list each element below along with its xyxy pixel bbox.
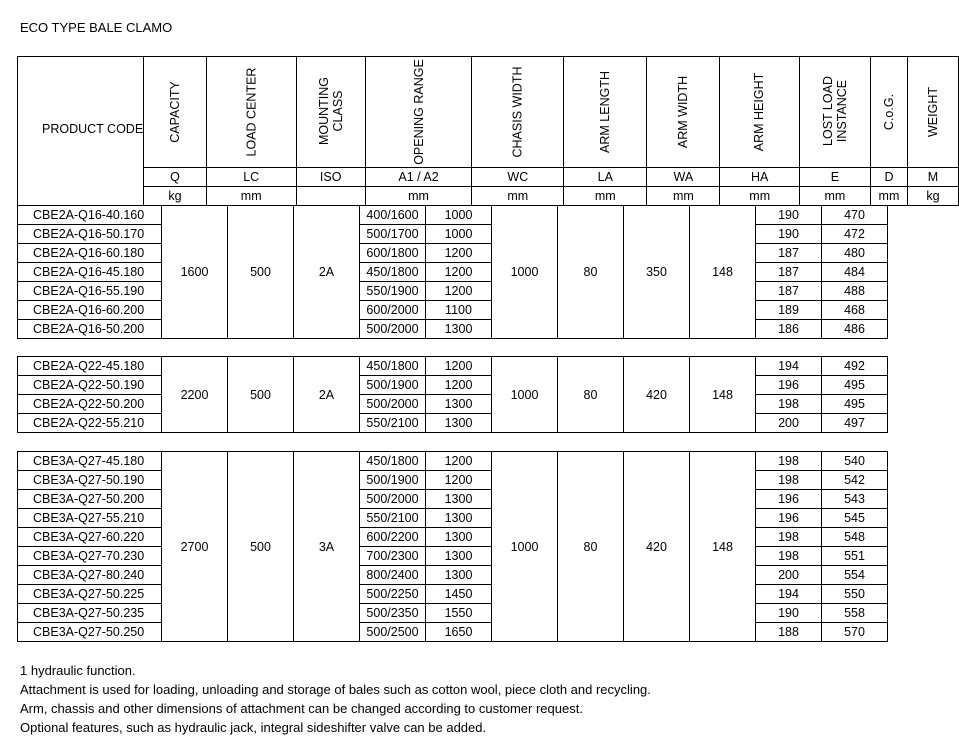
product-code-cell: CBE2A-Q16-50.170: [18, 225, 162, 244]
opening-range-cell: 500/2350: [360, 604, 426, 623]
table-row: [18, 452, 888, 471]
weight-cell: 550: [822, 585, 888, 604]
weight-cell: 495: [822, 376, 888, 395]
table-row: [18, 376, 888, 395]
arm-length-cell: 1000: [492, 206, 558, 339]
column-unit-opening_range: mm: [365, 187, 472, 206]
load-center-cell: 500: [228, 357, 294, 433]
cog-cell: 194: [756, 585, 822, 604]
opening-range-cell: 500/2000: [360, 395, 426, 414]
column-unit-capacity: kg: [144, 187, 207, 206]
cog-cell: 186: [756, 320, 822, 339]
chasis-width-cell: 1300: [426, 320, 492, 339]
column-symbol-cog: D: [870, 168, 907, 187]
table-row: [18, 414, 888, 433]
cog-cell: 194: [756, 357, 822, 376]
column-unit-chasis_width: mm: [472, 187, 564, 206]
mounting-class-cell: 3A: [294, 452, 360, 642]
product-code-cell: CBE3A-Q27-55.210: [18, 509, 162, 528]
opening-range-cell: 500/2250: [360, 585, 426, 604]
column-symbol-lost_load_instance: E: [799, 168, 870, 187]
column-header-lost_load_instance: LOST LOAD INSTANCE: [799, 57, 870, 168]
chasis-width-cell: 1450: [426, 585, 492, 604]
opening-range-cell: 500/1700: [360, 225, 426, 244]
column-symbol-arm_width: WA: [647, 168, 720, 187]
product-code-cell: CBE3A-Q27-50.190: [18, 471, 162, 490]
column-header-chasis_width: CHASIS WIDTH: [472, 57, 564, 168]
opening-range-cell: 450/1800: [360, 263, 426, 282]
column-unit-arm_length: mm: [564, 187, 647, 206]
table-row: [18, 320, 888, 339]
cog-cell: 187: [756, 282, 822, 301]
table-row: [18, 225, 888, 244]
cog-cell: 200: [756, 414, 822, 433]
opening-range-cell: 550/2100: [360, 414, 426, 433]
opening-range-cell: 500/1900: [360, 471, 426, 490]
table-row: [18, 206, 888, 225]
chasis-width-cell: 1200: [426, 263, 492, 282]
capacity-cell: 1600: [162, 206, 228, 339]
chasis-width-cell: 1200: [426, 376, 492, 395]
column-unit-lost_load_instance: mm: [799, 187, 870, 206]
weight-cell: 488: [822, 282, 888, 301]
arm-height-cell: 350: [624, 206, 690, 339]
column-symbol-opening_range: A1 / A2: [365, 168, 472, 187]
product-code-cell: CBE3A-Q27-50.250: [18, 623, 162, 642]
cog-cell: 198: [756, 547, 822, 566]
column-header-mounting_class: MOUNTING CLASS: [296, 57, 365, 168]
cog-cell: 198: [756, 471, 822, 490]
spec-table-group-q27: [17, 451, 888, 642]
chasis-width-cell: 1550: [426, 604, 492, 623]
table-row: [18, 263, 888, 282]
product-code-cell: CBE2A-Q22-50.190: [18, 376, 162, 395]
weight-cell: 468: [822, 301, 888, 320]
note-line: Optional features, such as hydraulic jack, integral sideshifter valve can be added.: [20, 720, 487, 735]
opening-range-cell: 700/2300: [360, 547, 426, 566]
column-symbol-arm_length: LA: [564, 168, 647, 187]
opening-range-cell: 550/1900: [360, 282, 426, 301]
opening-range-cell: 450/1800: [360, 357, 426, 376]
product-code-cell: CBE2A-Q16-50.200: [18, 320, 162, 339]
chasis-width-cell: 1200: [426, 471, 492, 490]
table-row: [18, 395, 888, 414]
chasis-width-cell: 1000: [426, 206, 492, 225]
column-unit-load_center: mm: [206, 187, 296, 206]
chasis-width-cell: 1100: [426, 301, 492, 320]
table-row: [18, 604, 888, 623]
table-row: [18, 566, 888, 585]
chasis-width-cell: 1650: [426, 623, 492, 642]
mounting-class-cell: 2A: [294, 206, 360, 339]
lost-load-instance-cell: 148: [690, 452, 756, 642]
capacity-cell: 2700: [162, 452, 228, 642]
cog-cell: 190: [756, 206, 822, 225]
chasis-width-cell: 1300: [426, 414, 492, 433]
opening-range-cell: 550/2100: [360, 509, 426, 528]
lost-load-instance-cell: 148: [690, 357, 756, 433]
product-code-cell: CBE2A-Q16-40.160: [18, 206, 162, 225]
chasis-width-cell: 1200: [426, 452, 492, 471]
capacity-cell: 2200: [162, 357, 228, 433]
table-row: [18, 244, 888, 263]
cog-cell: 190: [756, 604, 822, 623]
weight-cell: 558: [822, 604, 888, 623]
cog-cell: 187: [756, 263, 822, 282]
column-symbol-arm_height: HA: [720, 168, 799, 187]
column-header-load_center: LOAD CENTER: [206, 57, 296, 168]
column-header-cog: C.o.G.: [870, 57, 907, 168]
spec-table-group-q22: [17, 356, 888, 433]
weight-cell: 480: [822, 244, 888, 263]
chasis-width-cell: 1200: [426, 244, 492, 263]
column-header-arm_length: ARM LENGTH: [564, 57, 647, 168]
chasis-width-cell: 1200: [426, 282, 492, 301]
table-row: [18, 282, 888, 301]
product-code-cell: CBE2A-Q16-55.190: [18, 282, 162, 301]
column-unit-arm_height: mm: [720, 187, 799, 206]
opening-range-cell: 500/1900: [360, 376, 426, 395]
page-title: ECO TYPE BALE CLAMO: [20, 20, 173, 35]
note-line: Attachment is used for loading, unloading and storage of bales such as cotton wool, piece cloth and recycling.: [20, 682, 651, 697]
column-symbol-capacity: Q: [144, 168, 207, 187]
product-code-cell: CBE3A-Q27-50.200: [18, 490, 162, 509]
cog-cell: 196: [756, 490, 822, 509]
weight-cell: 554: [822, 566, 888, 585]
arm-width-cell: 80: [558, 206, 624, 339]
weight-cell: 543: [822, 490, 888, 509]
arm-width-cell: 80: [558, 357, 624, 433]
arm-height-cell: 420: [624, 357, 690, 433]
weight-cell: 486: [822, 320, 888, 339]
weight-cell: 542: [822, 471, 888, 490]
column-header-opening_range: OPENING RANGE: [365, 57, 472, 168]
cog-cell: 190: [756, 225, 822, 244]
cog-cell: 200: [756, 566, 822, 585]
column-header-weight: WEIGHT: [908, 57, 959, 168]
table-row: [18, 490, 888, 509]
opening-range-cell: 600/2200: [360, 528, 426, 547]
weight-cell: 497: [822, 414, 888, 433]
table-row: [18, 547, 888, 566]
opening-range-cell: 500/2000: [360, 320, 426, 339]
product-code-cell: CBE2A-Q16-45.180: [18, 263, 162, 282]
product-code-cell: CBE2A-Q22-45.180: [18, 357, 162, 376]
table-row: [18, 357, 888, 376]
product-code-cell: CBE3A-Q27-50.225: [18, 585, 162, 604]
chasis-width-cell: 1300: [426, 528, 492, 547]
weight-cell: 484: [822, 263, 888, 282]
cog-cell: 198: [756, 528, 822, 547]
table-row: [18, 623, 888, 642]
product-code-cell: CBE3A-Q27-70.230: [18, 547, 162, 566]
chasis-width-cell: 1300: [426, 547, 492, 566]
product-code-cell: CBE3A-Q27-50.235: [18, 604, 162, 623]
spec-table-group-q16: [17, 205, 888, 339]
weight-cell: 470: [822, 206, 888, 225]
opening-range-cell: 800/2400: [360, 566, 426, 585]
product-code-cell: CBE3A-Q27-60.220: [18, 528, 162, 547]
cog-cell: 188: [756, 623, 822, 642]
column-unit-arm_width: mm: [647, 187, 720, 206]
weight-cell: 540: [822, 452, 888, 471]
table-row: [18, 585, 888, 604]
column-header-capacity: CAPACITY: [144, 57, 207, 168]
product-code-cell: CBE3A-Q27-80.240: [18, 566, 162, 585]
weight-cell: 492: [822, 357, 888, 376]
column-header-arm_height: ARM HEIGHT: [720, 57, 799, 168]
table-row: [18, 509, 888, 528]
column-symbol-mounting_class: ISO: [296, 168, 365, 187]
load-center-cell: 500: [228, 452, 294, 642]
weight-cell: 495: [822, 395, 888, 414]
column-unit-weight: kg: [908, 187, 959, 206]
table-row: [18, 471, 888, 490]
product-code-cell: CBE3A-Q27-45.180: [18, 452, 162, 471]
notes: [20, 661, 651, 737]
opening-range-cell: 500/2000: [360, 490, 426, 509]
arm-length-cell: 1000: [492, 357, 558, 433]
product-code-cell: CBE2A-Q16-60.200: [18, 301, 162, 320]
product-code-cell: CBE2A-Q22-55.210: [18, 414, 162, 433]
cog-cell: 196: [756, 376, 822, 395]
opening-range-cell: 600/2000: [360, 301, 426, 320]
mounting-class-cell: 2A: [294, 357, 360, 433]
chasis-width-cell: 1000: [426, 225, 492, 244]
column-unit-mounting_class: [296, 187, 365, 206]
product-code-header: PRODUCT CODE: [18, 57, 144, 206]
load-center-cell: 500: [228, 206, 294, 339]
note-line: 1 hydraulic function.: [20, 663, 136, 678]
cog-cell: 189: [756, 301, 822, 320]
chasis-width-cell: 1300: [426, 566, 492, 585]
cog-cell: 187: [756, 244, 822, 263]
product-code-cell: CBE2A-Q22-50.200: [18, 395, 162, 414]
cog-cell: 198: [756, 452, 822, 471]
arm-height-cell: 420: [624, 452, 690, 642]
column-symbol-load_center: LC: [206, 168, 296, 187]
weight-cell: 570: [822, 623, 888, 642]
cog-cell: 198: [756, 395, 822, 414]
chasis-width-cell: 1200: [426, 357, 492, 376]
chasis-width-cell: 1300: [426, 509, 492, 528]
chasis-width-cell: 1300: [426, 490, 492, 509]
lost-load-instance-cell: 148: [690, 206, 756, 339]
spec-table-header: [17, 56, 959, 206]
opening-range-cell: 450/1800: [360, 452, 426, 471]
table-row: [18, 528, 888, 547]
opening-range-cell: 400/1600: [360, 206, 426, 225]
table-row: [18, 301, 888, 320]
column-unit-cog: mm: [870, 187, 907, 206]
arm-width-cell: 80: [558, 452, 624, 642]
weight-cell: 551: [822, 547, 888, 566]
weight-cell: 548: [822, 528, 888, 547]
chasis-width-cell: 1300: [426, 395, 492, 414]
note-line: Arm, chassis and other dimensions of attachment can be changed according to customer request.: [20, 701, 583, 716]
arm-length-cell: 1000: [492, 452, 558, 642]
column-header-arm_width: ARM WIDTH: [647, 57, 720, 168]
opening-range-cell: 500/2500: [360, 623, 426, 642]
opening-range-cell: 600/1800: [360, 244, 426, 263]
cog-cell: 196: [756, 509, 822, 528]
column-symbol-chasis_width: WC: [472, 168, 564, 187]
column-symbol-weight: M: [908, 168, 959, 187]
product-code-cell: CBE2A-Q16-60.180: [18, 244, 162, 263]
weight-cell: 472: [822, 225, 888, 244]
weight-cell: 545: [822, 509, 888, 528]
